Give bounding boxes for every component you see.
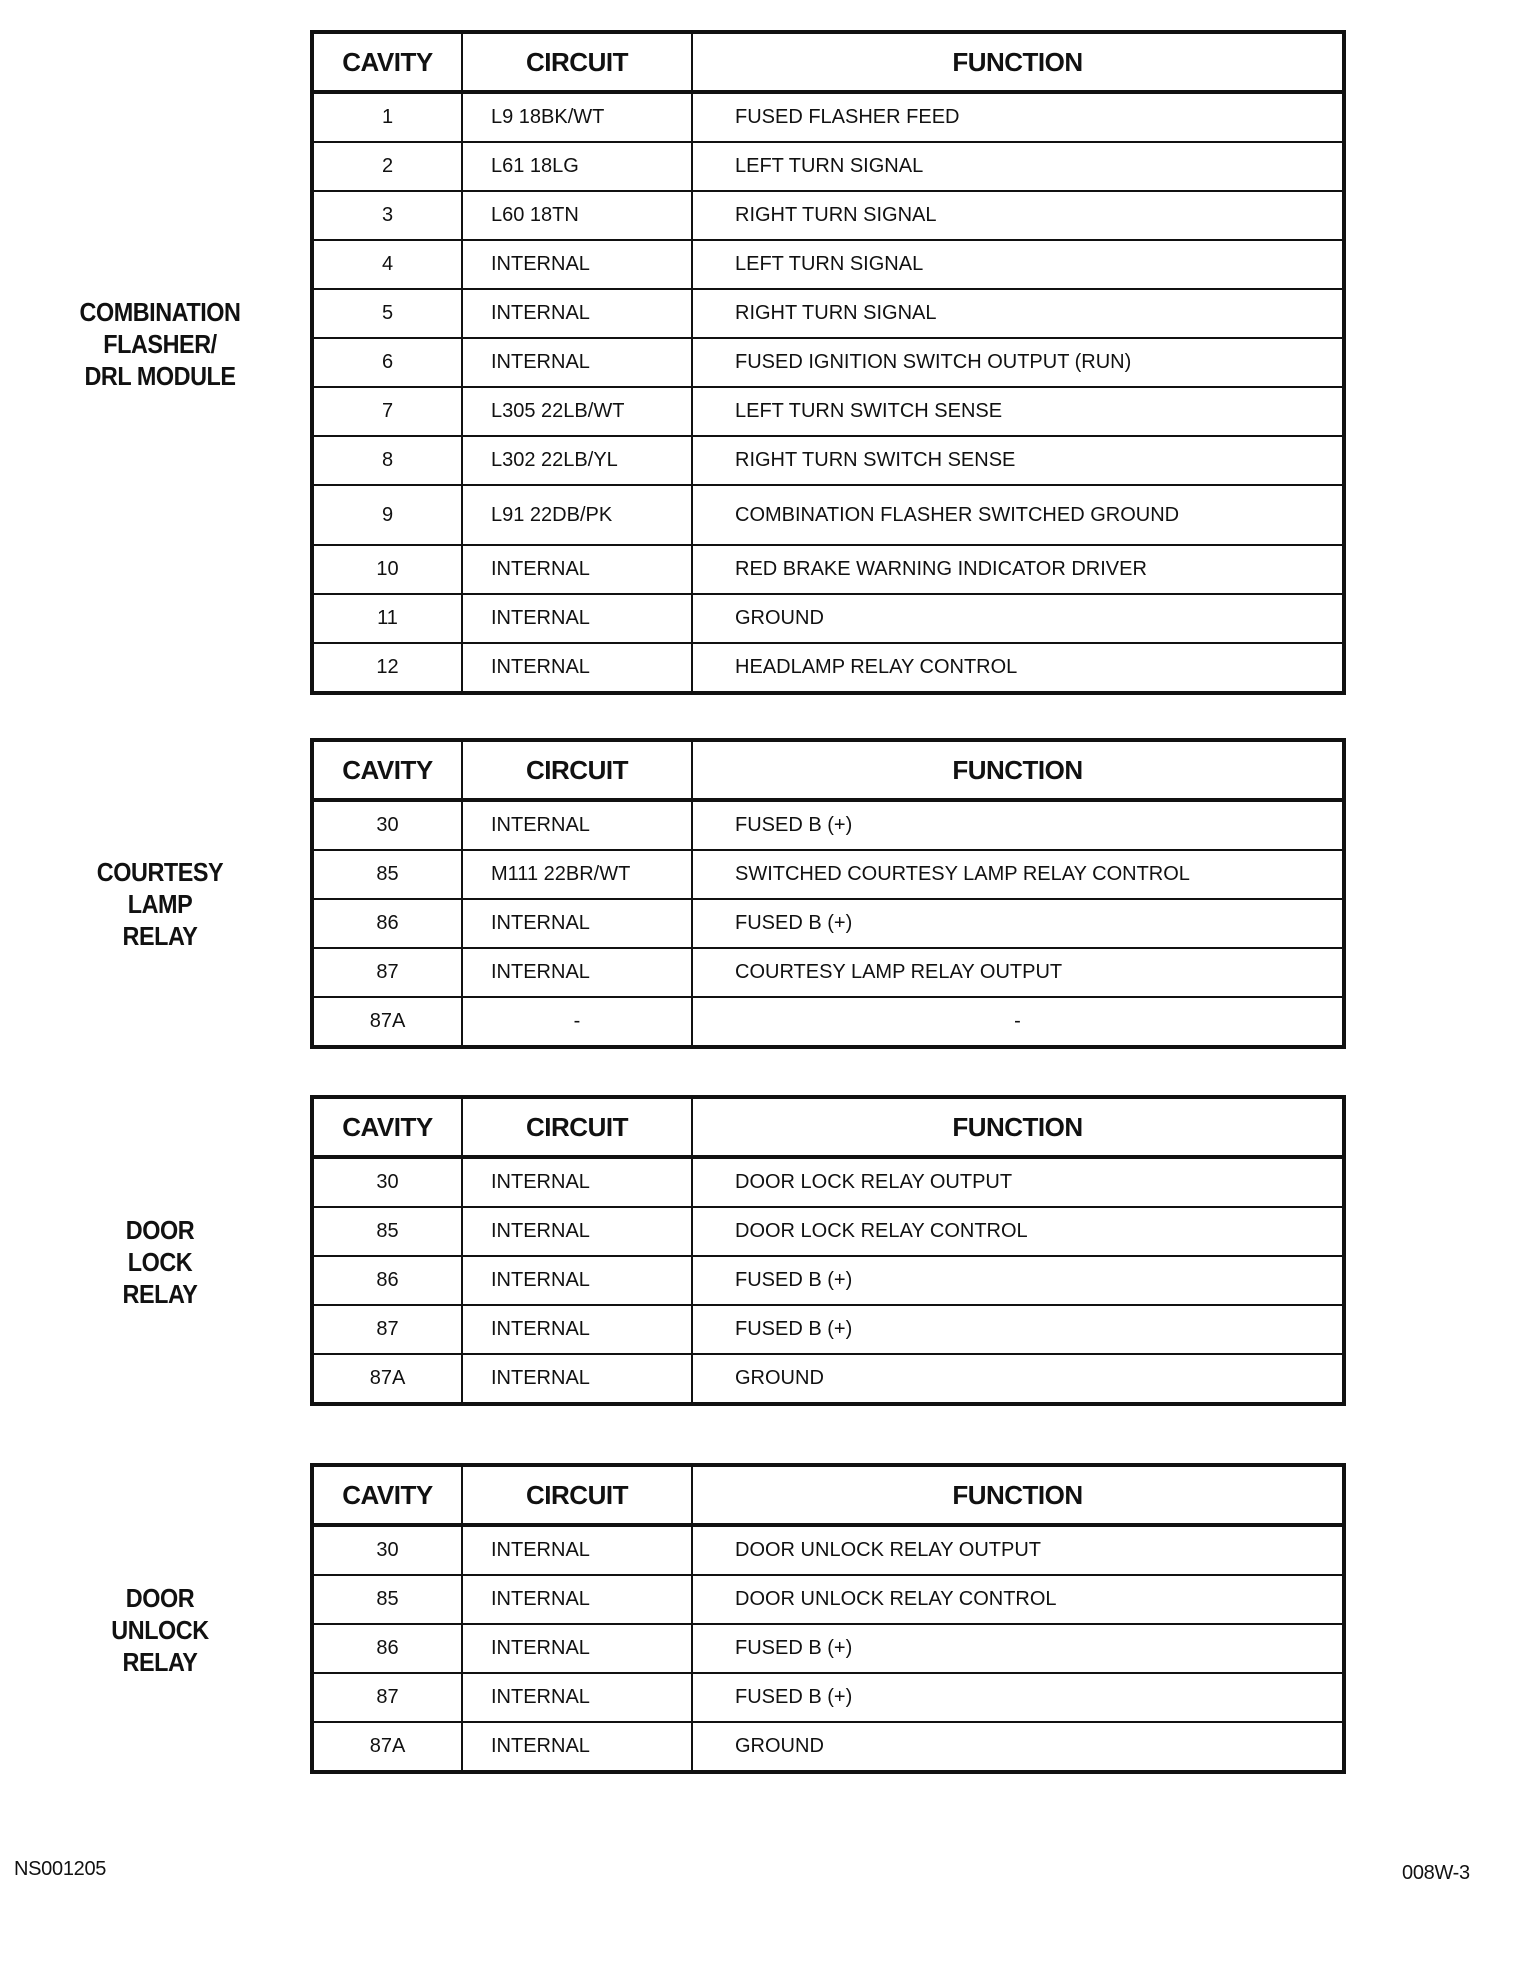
column-header-circuit: CIRCUIT [462,1465,692,1525]
column-header-cavity: CAVITY [312,32,462,92]
circuit-cell: INTERNAL [462,1157,692,1207]
table-row [312,142,1344,191]
cavity-cell: 8 [312,436,462,485]
cavity-cell: 30 [312,1157,462,1207]
circuit-cell: INTERNAL [462,1207,692,1256]
circuit-cell: INTERNAL [462,240,692,289]
table-row [312,850,1344,899]
cavity-cell: 3 [312,191,462,240]
function-cell: COURTESY LAMP RELAY OUTPUT [692,948,1344,997]
cavity-cell: 87A [312,997,462,1047]
table-row [312,594,1344,643]
cavity-cell: 2 [312,142,462,191]
cavity-cell: 30 [312,800,462,850]
function-cell: DOOR UNLOCK RELAY OUTPUT [692,1525,1344,1575]
function-cell: LEFT TURN SIGNAL [692,142,1344,191]
cavity-cell: 85 [312,1207,462,1256]
cavity-cell: 85 [312,850,462,899]
section-label-line: RELAY [122,1647,198,1677]
table-row [312,92,1344,142]
table-row [312,800,1344,850]
function-cell: GROUND [692,1722,1344,1772]
function-cell: SWITCHED COURTESY LAMP RELAY CONTROL [692,850,1344,899]
circuit-cell: INTERNAL [462,1575,692,1624]
section-label-combination-flasher [52,296,268,392]
cavity-cell: 12 [312,643,462,693]
circuit-cell: M111 22BR/WT [462,850,692,899]
circuit-cell: INTERNAL [462,594,692,643]
circuit-cell: INTERNAL [462,800,692,850]
drawing-number-right: 008W-3 [1402,1862,1470,1884]
function-cell: FUSED B (+) [692,899,1344,948]
circuit-cell: L60 18TN [462,191,692,240]
table-row [312,643,1344,693]
section-label-door-unlock-relay [52,1582,268,1678]
table-header-row [312,1465,1344,1525]
circuit-cell: - [462,997,692,1047]
column-header-function: FUNCTION [692,1465,1344,1525]
section-label-line: COMBINATION [79,297,241,327]
section-label-courtesy-lamp-relay [52,856,268,952]
function-cell: RIGHT TURN SIGNAL [692,289,1344,338]
function-cell: RIGHT TURN SIGNAL [692,191,1344,240]
circuit-cell: L91 22DB/PK [462,485,692,545]
function-cell: LEFT TURN SIGNAL [692,240,1344,289]
circuit-cell: L305 22LB/WT [462,387,692,436]
table-row [312,545,1344,594]
section-label-door-lock-relay [52,1214,268,1310]
cavity-cell: 87 [312,1305,462,1354]
column-header-circuit: CIRCUIT [462,32,692,92]
section-label-line: COURTESY [96,857,224,887]
function-cell: HEADLAMP RELAY CONTROL [692,643,1344,693]
function-cell: GROUND [692,1354,1344,1404]
cavity-cell: 7 [312,387,462,436]
cavity-cell: 86 [312,899,462,948]
cavity-cell: 87 [312,948,462,997]
table-header-row [312,32,1344,92]
table-row [312,1673,1344,1722]
table-row [312,997,1344,1047]
cavity-cell: 30 [312,1525,462,1575]
function-cell: - [692,997,1344,1047]
cavity-cell: 87 [312,1673,462,1722]
circuit-cell: INTERNAL [462,1256,692,1305]
section-label-line: RELAY [122,921,198,951]
pin-table-door-lock-relay [310,1095,1346,1406]
column-header-function: FUNCTION [692,1097,1344,1157]
column-header-function: FUNCTION [692,740,1344,800]
table-header-row [312,740,1344,800]
table-row [312,1575,1344,1624]
circuit-cell: INTERNAL [462,1354,692,1404]
circuit-cell: INTERNAL [462,338,692,387]
section-label-line: DOOR [125,1215,195,1245]
section-label-line: FLASHER/ [103,329,217,359]
circuit-cell: INTERNAL [462,545,692,594]
circuit-cell: INTERNAL [462,1525,692,1575]
table-row [312,387,1344,436]
table-row [312,1354,1344,1404]
column-header-cavity: CAVITY [312,1465,462,1525]
cavity-cell: 4 [312,240,462,289]
cavity-cell: 87A [312,1354,462,1404]
cavity-cell: 6 [312,338,462,387]
function-cell: DOOR UNLOCK RELAY CONTROL [692,1575,1344,1624]
table-row [312,338,1344,387]
table-row [312,436,1344,485]
function-cell: RIGHT TURN SWITCH SENSE [692,436,1344,485]
function-cell: DOOR LOCK RELAY CONTROL [692,1207,1344,1256]
section-label-line: DOOR [125,1583,195,1613]
cavity-cell: 85 [312,1575,462,1624]
function-cell: FUSED B (+) [692,1256,1344,1305]
table-row [312,1722,1344,1772]
section-label-line: RELAY [122,1279,198,1309]
function-cell: DOOR LOCK RELAY OUTPUT [692,1157,1344,1207]
table-row [312,899,1344,948]
column-header-function: FUNCTION [692,32,1344,92]
pin-table-door-unlock-relay [310,1463,1346,1774]
pin-table-courtesy-lamp-relay [310,738,1346,1049]
function-cell: RED BRAKE WARNING INDICATOR DRIVER [692,545,1344,594]
function-cell: LEFT TURN SWITCH SENSE [692,387,1344,436]
cavity-cell: 10 [312,545,462,594]
function-cell: FUSED IGNITION SWITCH OUTPUT (RUN) [692,338,1344,387]
cavity-cell: 5 [312,289,462,338]
circuit-cell: L302 22LB/YL [462,436,692,485]
table-header-row [312,1097,1344,1157]
drawing-number-left: NS001205 [14,1858,107,1880]
column-header-cavity: CAVITY [312,1097,462,1157]
cavity-cell: 1 [312,92,462,142]
column-header-circuit: CIRCUIT [462,1097,692,1157]
cavity-cell: 11 [312,594,462,643]
pin-table-combination-flasher [310,30,1346,695]
function-cell: FUSED FLASHER FEED [692,92,1344,142]
section-label-line: LAMP [127,889,193,919]
circuit-cell: INTERNAL [462,899,692,948]
column-header-circuit: CIRCUIT [462,740,692,800]
cavity-cell: 86 [312,1624,462,1673]
function-cell: FUSED B (+) [692,1624,1344,1673]
circuit-cell: INTERNAL [462,289,692,338]
table-row [312,1624,1344,1673]
section-label-line: DRL MODULE [84,361,236,391]
function-cell: FUSED B (+) [692,1305,1344,1354]
circuit-cell: INTERNAL [462,1673,692,1722]
function-cell: GROUND [692,594,1344,643]
circuit-cell: INTERNAL [462,948,692,997]
table-row [312,948,1344,997]
function-cell: FUSED B (+) [692,800,1344,850]
cavity-cell: 87A [312,1722,462,1772]
circuit-cell: INTERNAL [462,643,692,693]
table-row [312,1157,1344,1207]
table-row [312,240,1344,289]
table-row [312,485,1344,545]
table-row [312,191,1344,240]
section-label-line: UNLOCK [111,1615,209,1645]
function-cell: FUSED B (+) [692,1673,1344,1722]
function-cell: COMBINATION FLASHER SWITCHED GROUND [692,485,1344,545]
table-row [312,1256,1344,1305]
circuit-cell: L9 18BK/WT [462,92,692,142]
circuit-cell: L61 18LG [462,142,692,191]
table-row [312,289,1344,338]
circuit-cell: INTERNAL [462,1305,692,1354]
table-row [312,1207,1344,1256]
column-header-cavity: CAVITY [312,740,462,800]
section-label-line: LOCK [127,1247,193,1277]
table-row [312,1525,1344,1575]
table-row [312,1305,1344,1354]
cavity-cell: 9 [312,485,462,545]
circuit-cell: INTERNAL [462,1722,692,1772]
circuit-cell: INTERNAL [462,1624,692,1673]
cavity-cell: 86 [312,1256,462,1305]
